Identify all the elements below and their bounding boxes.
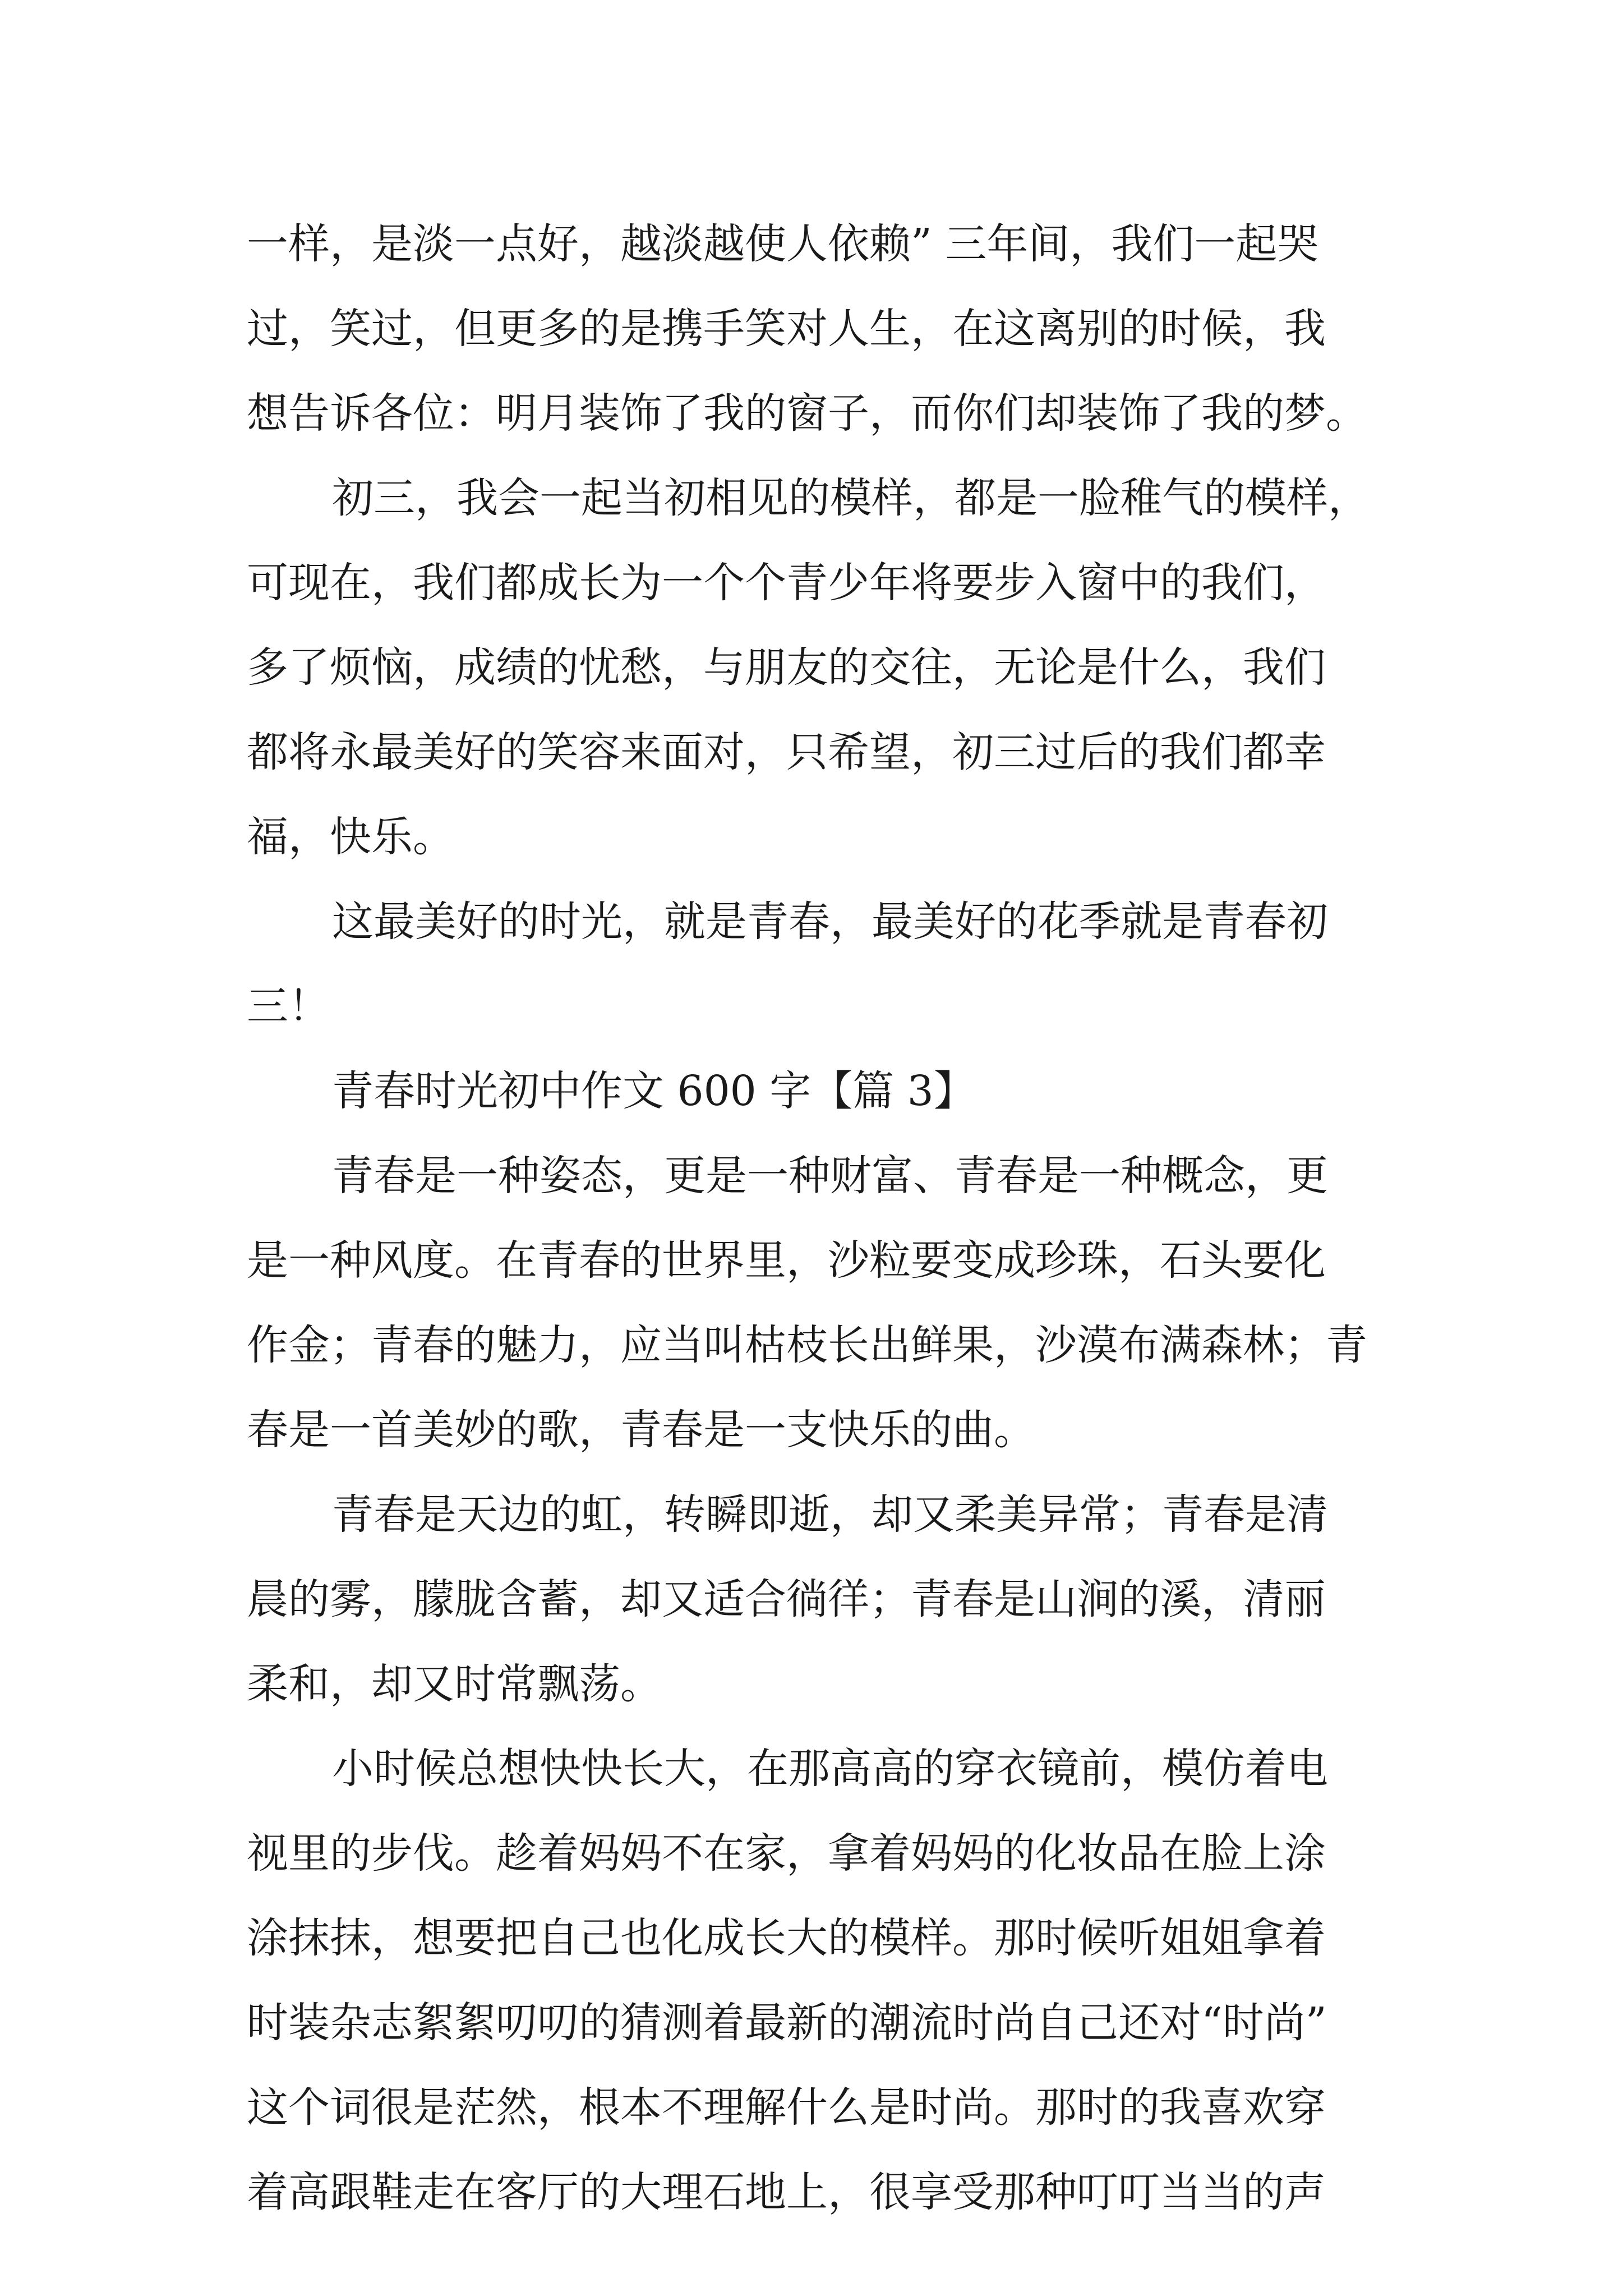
text-line: 福，快乐。 xyxy=(247,813,454,861)
text-line: 想告诉各位：明月装饰了我的窗子，而你们却装饰了我的梦。 xyxy=(247,389,1367,438)
paragraph-3 xyxy=(247,880,1391,1049)
paragraph-1 xyxy=(247,202,1391,456)
document-body xyxy=(247,202,1391,2235)
text-line: 三！ xyxy=(247,982,330,1030)
section-heading xyxy=(247,1049,1391,1134)
text-line: 是一种风度。在青春的世界里，沙粒要变成珍珠，石头要化 xyxy=(247,1236,1326,1285)
text-line: 这最美好的时光，就是青春，最美好的花季就是青春初 xyxy=(332,898,1328,946)
text-line: 小时候总想快快长大，在那高高的穿衣镜前，模仿着电 xyxy=(332,1745,1328,1793)
paragraph-2 xyxy=(247,456,1391,880)
text-line: 晨的雾，朦胧含蓄，却又适合徜徉；青春是山涧的溪，清丽 xyxy=(247,1575,1326,1623)
text-line: 涂抹抹，想要把自己也化成长大的模样。那时候听姐姐拿着 xyxy=(247,1914,1326,1962)
paragraph-4 xyxy=(247,1134,1391,1473)
text-line: 青春是天边的虹，转瞬即逝，却又柔美异常；青春是清 xyxy=(332,1490,1328,1539)
text-line: 都将永最美好的笑容来面对，只希望，初三过后的我们都幸 xyxy=(247,728,1326,776)
paragraph-6 xyxy=(247,1727,1391,2235)
text-line: 初三，我会一起当初相见的模样，都是一脸稚气的模样， xyxy=(332,474,1370,522)
text-line: 柔和，却又时常飘荡。 xyxy=(247,1660,662,1708)
paragraph-5 xyxy=(247,1473,1391,1727)
text-line: 着高跟鞋走在客厅的大理石地上，很享受那种叮叮当当的声 xyxy=(247,2168,1326,2216)
text-line: 视里的步伐。趁着妈妈不在家，拿着妈妈的化妆品在脸上涂 xyxy=(247,1829,1326,1878)
text-line: 青春是一种姿态，更是一种财富、青春是一种概念，更 xyxy=(332,1152,1328,1200)
text-line: 这个词很是茫然，根本不理解什么是时尚。那时的我喜欢穿 xyxy=(247,2083,1326,2132)
text-line: 可现在，我们都成长为一个个青少年将要步入窗中的我们， xyxy=(247,559,1326,607)
text-line: 多了烦恼，成绩的忧愁，与朋友的交往，无论是什么，我们 xyxy=(247,643,1326,692)
text-line: 时装杂志絮絮叨叨的猜测着最新的潮流时尚自己还对“时尚” xyxy=(247,1999,1327,2047)
text-line: 作金；青春的魅力，应当叫枯枝长出鲜果，沙漠布满森林；青 xyxy=(247,1321,1367,1369)
text-line: 春是一首美妙的歌，青春是一支快乐的曲。 xyxy=(247,1406,1035,1454)
heading-text: 青春时光初中作文 600 字【篇 3】 xyxy=(332,1067,975,1115)
text-line: 一样，是淡一点好，越淡越使人依赖” 三年间，我们一起哭 xyxy=(247,220,1319,268)
text-line: 过，笑过，但更多的是携手笑对人生，在这离别的时候，我 xyxy=(247,305,1326,353)
